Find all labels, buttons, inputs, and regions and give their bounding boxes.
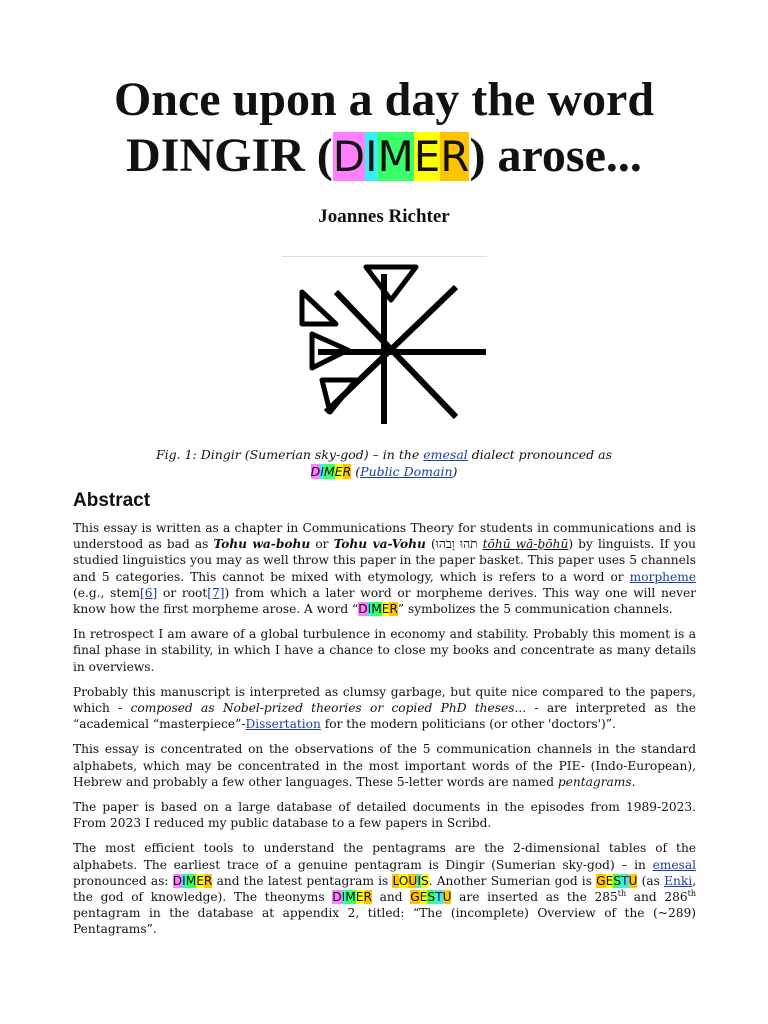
ref-7-link[interactable]: [7]: [207, 585, 225, 600]
paragraph-2: In retrospect I am aware of a global turbulence in economy and stability. Probably this moment is a final phase in stability, in which I have a chance to close my books and concentrate as many details in overviews.: [73, 627, 696, 674]
dimer-highlight: DIMER: [172, 873, 213, 888]
gestu-highlight: GESTU: [410, 890, 452, 905]
emesal-link[interactable]: emesal: [423, 447, 468, 462]
louis-highlight: LOUIS: [392, 873, 429, 888]
paragraph-1: This essay is written as a chapter in Communications Theory for students in communications and is understood as bad as Tohu wa-bohu or Tohu va-Vohu (תֹהוּ וָבֹהוּ tōhū wā-ḇōhū) by linguists. If you studied linguistics you may as well throw this paper in the paper basket. This paper uses 5 channels and 5 categories. This cannot be mixed with etymology, which is refers to a word or morpheme (e.g., stem[6] or root[7]) from which a later word or morpheme derives. This way one will never know how the first morpheme arose. A word “DIMER” symbolizes the 5 communication channels.: [73, 521, 697, 617]
title-line-2-start: DINGIR (: [126, 129, 333, 182]
abstract-heading: Abstract: [73, 490, 151, 511]
ref-6-link[interactable]: [6]: [140, 585, 158, 600]
dingir-cuneiform-icon: [296, 262, 496, 432]
title-dimer: DIMER: [332, 132, 470, 181]
public-domain-link[interactable]: Public Domain: [360, 464, 453, 479]
emesal-link-2[interactable]: emesal: [652, 857, 696, 872]
divider: [282, 256, 487, 257]
caption-dimer: DIMER: [310, 464, 352, 479]
title-line-2-end: ) arose...: [469, 129, 642, 182]
paragraph-5: The paper is based on a large database of detailed documents in the episodes from 1989-2023. From 2023 I reduced my public database to a few papers in Scribd.: [73, 800, 696, 831]
paragraph-4: This essay is concentrated on the observations of the 5 communication channels in the standard alphabets, which may be concentrated in the most important words of the PIE- (Indo-European), Hebrew and probably a few other languages. These 5-letter words are named pentagrams.: [73, 742, 696, 789]
title-line-1: Once upon a day the word: [113, 73, 655, 126]
paper-title: [0, 72, 768, 185]
paragraph-3: Probably this manuscript is interpreted as clumsy garbage, but quite nice compared to the papers, which - composed as Nobel-prized theories or copied PhD theses... - are interpreted as the “academical “masterpiece”-Dissertation for the modern politicians (or other 'doctors')”.: [73, 684, 696, 732]
author-name: Joannes Richter: [318, 206, 450, 227]
paragraph-6: The most efficient tools to understand the pentagrams are the 2-dimensional tables of the alphabets. The earliest trace of a genuine pentagram is Dingir (Sumerian sky-god) – in emesal pronounced as: DIMER and the latest pentagram is LOUIS. Another Sumerian god is GESTU (as Enki, the god of knowledge). The theonyms DIMER and GESTU are inserted as the 285th and 286th pentagram in the database at appendix 2, titled: “The (incomplete) Overview of the (~289) Pentagrams”.: [73, 841, 697, 937]
morpheme-link[interactable]: morpheme: [629, 569, 696, 584]
dimer-highlight: DIMER: [332, 890, 372, 905]
gestu-highlight: GESTU: [596, 873, 638, 888]
dimer-highlight: DIMER: [358, 602, 398, 617]
abstract-body: [73, 520, 696, 947]
enki-link[interactable]: Enki: [664, 873, 693, 888]
figure-caption: Fig. 1: Dingir (Sumerian sky-god) – in the emesal dialect pronounced as DIMER (Public Domain): [155, 447, 613, 479]
dissertation-link[interactable]: Dissertation: [245, 717, 321, 732]
